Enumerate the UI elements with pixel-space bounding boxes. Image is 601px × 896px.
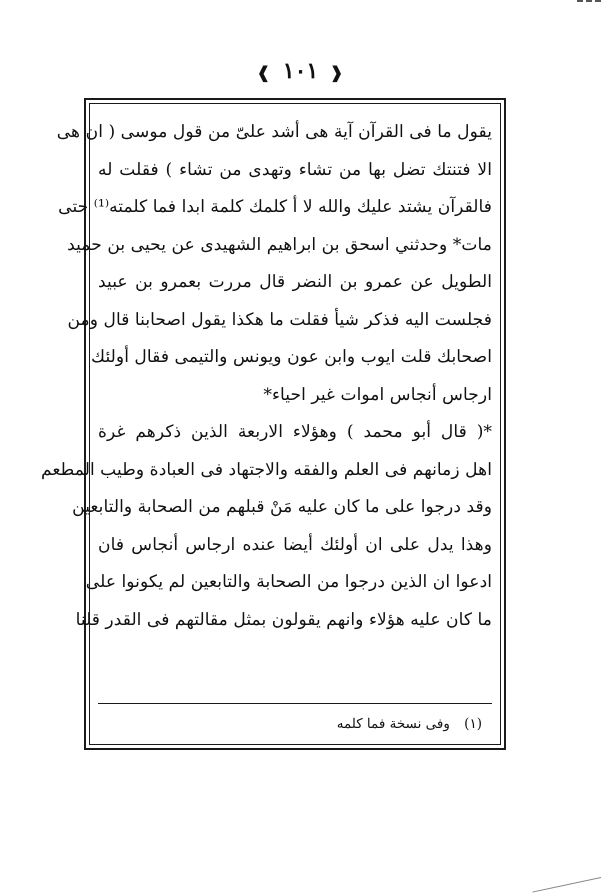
text-line: مات* وحدثني اسحق بن ابراهيم الشهيدى عن يحيى بن حميد [67, 234, 492, 255]
text-line: الطويل عن عمرو بن النضر قال مررت بعمرو بن عبيد [98, 272, 492, 292]
text-line: اهل زمانهم فى العلم والفقه والاجتهاد فى العبادة وطيب المطعم [40, 459, 492, 480]
text-line: يقول ما فى القرآن آية هى أشد علىّ من قول موسى ( ان هى [56, 122, 492, 142]
main-text [40, 114, 492, 639]
ornament-left-icon: ❰ [256, 62, 272, 82]
text-line: وقد درجوا على ما كان عليه مَنْ قبلهم من الصحابة والتابعين [72, 497, 492, 517]
text-line: فجلست اليه فذكر شيأ فقلت ما هكذا يقول اصحابنا قال ومن [67, 309, 492, 330]
footnote-divider [98, 703, 492, 704]
text-line: ادعوا ان الذين درجوا من الصحابة والتابعين لم يكونوا على [85, 572, 492, 592]
page-number [0, 58, 601, 84]
footnote-number: (١) [464, 716, 482, 732]
footnote-text: وفى نسخة فما كلمه [336, 716, 450, 732]
text-line: ارجاس أنجاس اموات غير احياء* [263, 384, 492, 405]
text-line: اصحابك قلت ايوب وابن عون ويونس والتيمى فقال أولئك [90, 347, 492, 367]
text-line: الا فتنتك تضل بها من تشاء وتهدى من تشاء ) فقلت له [98, 159, 492, 180]
scan-mark [577, 0, 601, 16]
pencil-stroke [532, 877, 601, 893]
text-line: وهذا يدل على ان أولئك أيضا عنده ارجاس أنجاس فان [98, 534, 492, 555]
footnote [337, 712, 482, 736]
text-frame [40, 98, 506, 750]
text-line: فالقرآن يشتد عليك والله لا أ كلمك كلمة ابدا فما كلمته⁽¹⁾ حتى [58, 197, 492, 217]
text-line: *( قال أبو محمد ) وهؤلاء الاربعة الذين ذكرهم غرة [98, 422, 492, 442]
text-line: ما كان عليه هؤلاء وانهم يقولون بمثل مقالتهم فى القدر قلنا [75, 609, 492, 630]
ornament-right-icon: ❱ [329, 62, 345, 82]
page-number-value: ١٠١ [282, 58, 319, 84]
